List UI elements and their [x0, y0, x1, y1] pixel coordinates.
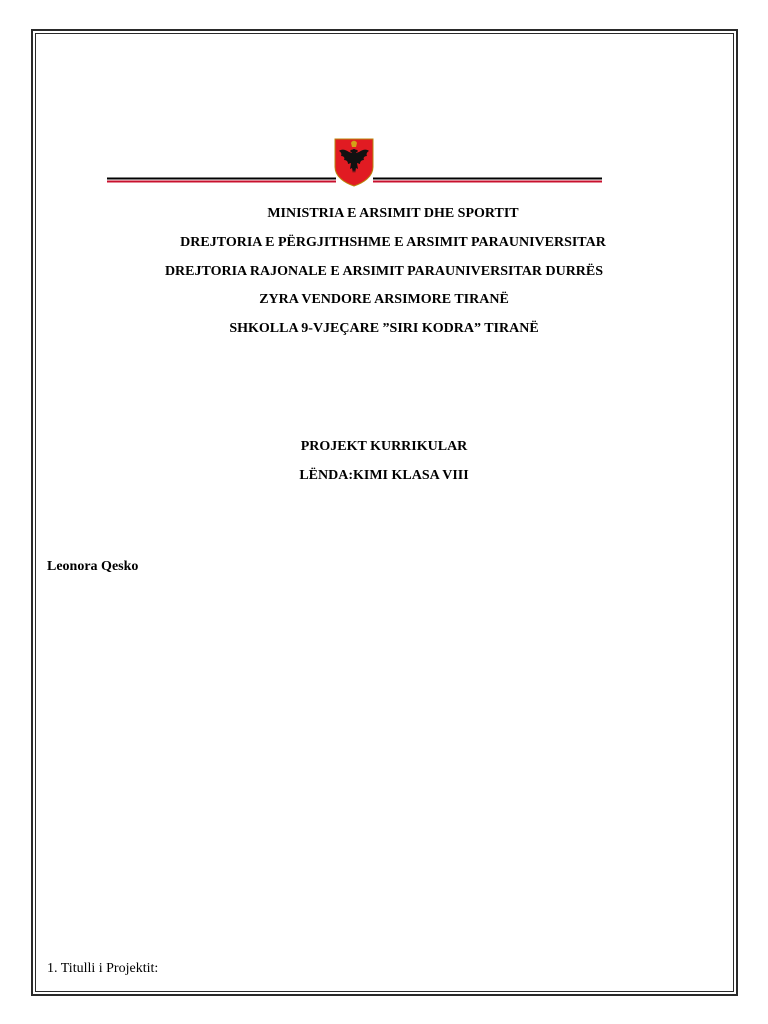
albania-coat-of-arms-icon	[333, 137, 375, 187]
local-office-title: ZYRA VENDORE ARSIMORE TIRANË	[259, 292, 509, 307]
general-directorate-title: DREJTORIA E PËRGJITHSHME E ARSIMIT PARAUNIVERSITAR	[180, 235, 606, 250]
section-heading-project-title: 1. Titulli i Projektit:	[47, 961, 159, 976]
project-type-title: PROJEKT KURRIKULAR	[300, 439, 468, 454]
school-title: SHKOLLA 9-VJEÇARE ”SIRI KODRA” TIRANË	[229, 321, 539, 336]
header-divider-line	[0, 0, 768, 200]
author-name: Leonora Qesko	[47, 559, 139, 574]
regional-directorate-title: DREJTORIA RAJONALE E ARSIMIT PARAUNIVERSITAR DURRËS	[164, 264, 604, 279]
ministry-title: MINISTRIA E ARSIMIT DHE SPORTIT	[267, 206, 519, 221]
subject-title: LËNDA:KIMI KLASA VIII	[299, 468, 469, 483]
